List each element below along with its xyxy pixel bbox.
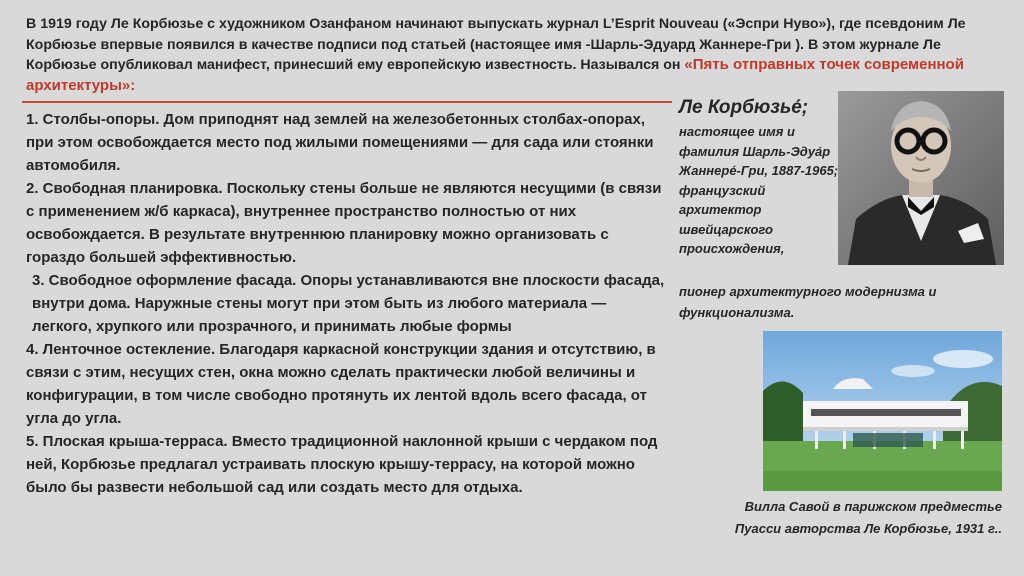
principle-item: 4. Ленточное остекление. Благодаря каркасной конструкции здания и отсутствию, в связи с этим, несущих стен, окна можно сделать практически любой величины и конфигурации, в том числе свободно протянуть их лентой вдоль всего фасада, от угла до угла. (26, 341, 656, 427)
divider-line (22, 101, 672, 103)
principle-item: 2. Свободная планировка. Поскольку стены больше не являются несущими (в связи с применением ж/б каркаса), внутреннее пространство полностью от них освобождается. В результате внутреннюю планировку можно организовать с гораздо большей эффективностью. (26, 180, 662, 266)
portrait-illustration (838, 91, 1004, 265)
architect-bio-continued: пионер архитектурного модернизма и функционализма. (679, 284, 937, 320)
intro-text: В 1919 году Ле Корбюзье с художником Озанфаном начинают выпускать журнал L’Esprit Nouveau («Эспри Нуво»), где псевдоним Ле Корбюзье впервые появился в качестве подписи под статьей (настоящее имя -Шарль-Эдуард Жаннере-Гри ). В этом журнале Ле Корбюзье опубликовал манифест, принесший ему европейскую известность. Назывался он (26, 16, 966, 73)
villa-caption: Вилла Савой в парижском предместье Пуасси авторства Ле Корбюзье, 1931 г.. (734, 499, 1002, 536)
intro-accent-title: «Пять отправных точек современной архитектуры»: (26, 56, 964, 94)
principle-item: 5. Плоская крыша-терраса. Вместо традиционной наклонной крыши с чердаком под ней, Корбюзье предлагал устраивать плоскую крышу-террасу, на которой можно было бы развести небольшой сад или создать место для отдыха. (26, 433, 658, 496)
villa-illustration (763, 331, 1002, 491)
intro-paragraph (26, 14, 1011, 96)
portrait-photo (838, 91, 1004, 265)
villa-savoye-photo (763, 331, 1002, 491)
architect-name: Ле Корбюзье́; (679, 97, 809, 118)
principles-list (26, 108, 666, 499)
principle-item: 3. Свободное оформление фасада. Опоры устанавливаются вне плоскости фасада, внутри дома. Наружные стены могут при этом быть из любого материала — легкого, хрупкого или прозрачного, и принимать любые формы (32, 272, 665, 335)
architect-bio: настоящее имя и фамилия Шарль-Эдуа́р Жаннере́-Гри, 1887-1965; французский архитектор швейцарского происхождения, (679, 124, 839, 256)
principle-item: 1. Столбы-опоры. Дом приподнят над землей на железобетонных столбах-опорах, при этом освобождается место под жилыми помещениями — для сада или стоянки автомобиля. (26, 111, 654, 174)
portrait-caption (679, 96, 839, 259)
